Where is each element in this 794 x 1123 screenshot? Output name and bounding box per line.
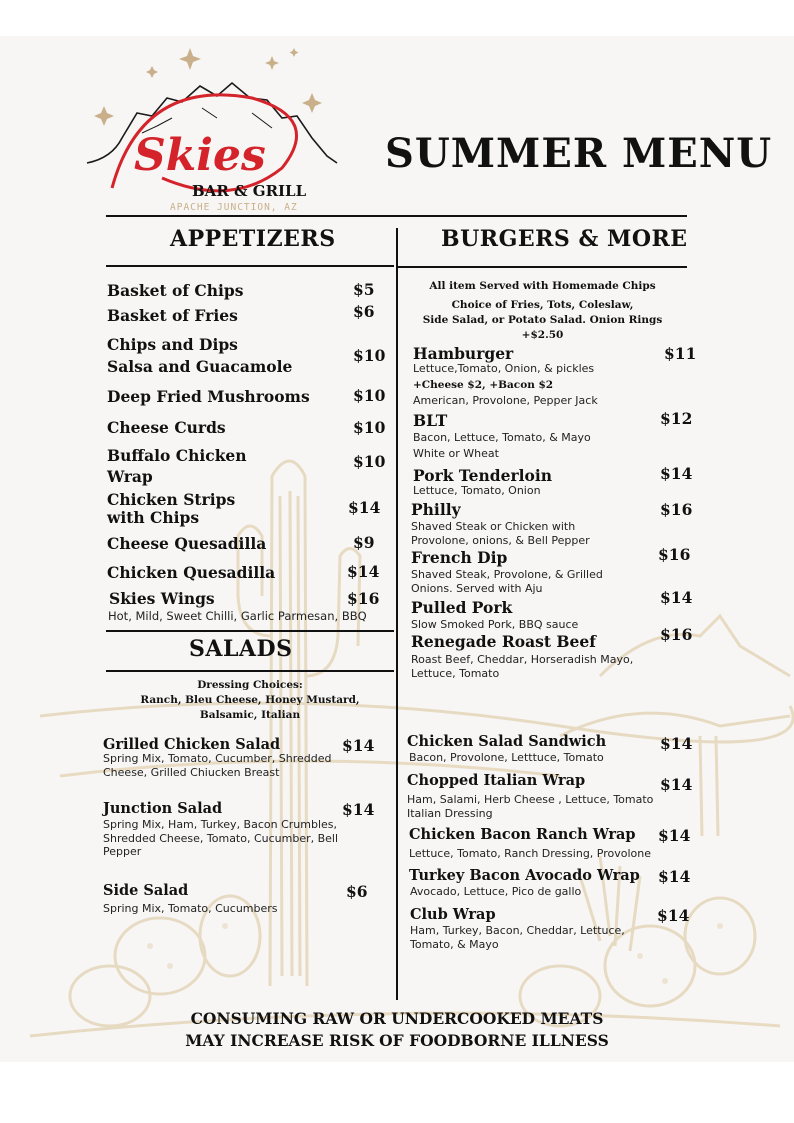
appetizer-name: Deep Fried Mushrooms <box>107 387 310 406</box>
burgers-heading: BURGERS & MORE <box>441 226 688 252</box>
wrap-description: Ham, Turkey, Bacon, Cheddar, Lettuce, Tomato, & Mayo <box>410 924 625 951</box>
burger-addons: +Cheese $2, +Bacon $2 <box>413 379 554 391</box>
wrap-description: Avocado, Lettuce, Pico de gallo <box>410 885 582 898</box>
burger-price: $16 <box>660 500 693 519</box>
wrap-price: $14 <box>660 775 693 794</box>
salad-name: Side Salad <box>103 882 189 899</box>
wrap-name: Chicken Salad Sandwich <box>407 733 607 750</box>
salads-top-divider <box>106 630 394 632</box>
wrap-description: Ham, Salami, Herb Cheese , Lettuce, Tomato Italian Dressing <box>407 793 654 820</box>
wrap-name: Chicken Bacon Ranch Wrap <box>409 826 636 843</box>
appetizers-heading: APPETIZERS <box>170 226 336 252</box>
wrap-description: Bacon, Provolone, Letttuce, Tomato <box>409 751 604 764</box>
burgers-sides-note: Choice of Fries, Tots, Coleslaw, Side Salad, or Potato Salad. Onion Rings +$2.50 <box>422 299 663 341</box>
burger-description: Shaved Steak, Provolone, & Grilled Onions. Served with Aju <box>411 568 603 595</box>
logo-subtitle: BAR & GRILL <box>192 182 307 200</box>
bread-options: White or Wheat <box>413 447 499 460</box>
burger-name: Pork Tenderloin <box>413 466 553 485</box>
appetizer-price: $10 <box>353 418 386 437</box>
burger-description: Lettuce,Tomato, Onion, & pickles <box>413 362 595 375</box>
salad-price: $14 <box>342 736 375 755</box>
burger-description: Roast Beef, Cheddar, Horseradish Mayo, Lettuce, Tomato <box>411 653 634 680</box>
wrap-description: Lettuce, Tomato, Ranch Dressing, Provolone <box>409 847 652 860</box>
burger-description: Shaved Steak or Chicken with Provolone, onions, & Bell Pepper <box>411 520 590 547</box>
appetizer-name: Cheese Curds <box>107 418 226 437</box>
salad-name: Grilled Chicken Salad <box>103 736 281 753</box>
logo <box>82 38 342 218</box>
salad-description: Spring Mix, Ham, Turkey, Bacon Crumbles, Shredded Cheese, Tomato, Cucumber, Bell Pepper <box>103 818 339 858</box>
burger-price: $14 <box>660 588 693 607</box>
burger-name: BLT <box>413 411 448 430</box>
salad-description: Spring Mix, Tomato, Cucumber, Shredded Cheese, Grilled Chiucken Breast <box>103 752 332 779</box>
logo-script: Skies <box>134 130 266 181</box>
top-divider <box>106 215 687 217</box>
wrap-price: $14 <box>657 906 690 925</box>
appetizer-name: Buffalo Chicken Wrap <box>107 446 247 486</box>
wrap-price: $14 <box>658 826 691 845</box>
burgers-note: All item Served with Homemade Chips <box>429 280 656 292</box>
appetizer-name: Chips and Dips Salsa and Guacamole <box>107 335 293 376</box>
appetizer-name: Chicken Strips with Chips <box>107 490 236 527</box>
appetizer-description: Hot, Mild, Sweet Chilli, Garlic Parmesan, BBQ <box>108 609 367 623</box>
burger-price: $16 <box>658 545 691 564</box>
appetizer-price: $5 <box>353 280 375 299</box>
appetizer-name: Basket of Fries <box>107 306 238 325</box>
dressing-note: Dressing Choices: Ranch, Bleu Cheese, Honey Mustard, Balsamic, Italian <box>140 679 360 721</box>
appetizer-price: $10 <box>353 452 386 471</box>
wrap-name: Turkey Bacon Avocado Wrap <box>409 867 640 884</box>
burger-cheese-options: American, Provolone, Pepper Jack <box>413 394 598 407</box>
appetizer-name: Skies Wings <box>109 589 215 608</box>
wrap-name: Club Wrap <box>410 906 496 923</box>
salads-heading: SALADS <box>189 636 293 662</box>
salad-name: Junction Salad <box>103 800 223 817</box>
burger-price: $14 <box>660 464 693 483</box>
salads-divider <box>106 670 394 672</box>
burger-name: Philly <box>411 500 461 519</box>
burger-price: $12 <box>660 409 693 428</box>
burger-description: Bacon, Lettuce, Tomato, & Mayo <box>413 431 591 444</box>
burger-name: French Dip <box>411 548 508 567</box>
salad-price: $6 <box>346 882 368 901</box>
appetizer-price: $6 <box>353 302 375 321</box>
footer-warning-line2: MAY INCREASE RISK OF FOODBORNE ILLNESS <box>185 1031 609 1050</box>
appetizers-divider <box>106 265 394 267</box>
appetizer-price: $10 <box>353 386 386 405</box>
wrap-price: $14 <box>660 734 693 753</box>
menu-title: SUMMER MENU <box>385 130 773 177</box>
burger-description: Lettuce, Tomato, Onion <box>413 484 541 497</box>
burgers-divider <box>398 266 687 268</box>
footer-warning-line1: CONSUMING RAW OR UNDERCOOKED MEATS <box>190 1009 604 1028</box>
appetizer-name: Chicken Quesadilla <box>107 563 276 582</box>
appetizer-price: $14 <box>348 498 381 517</box>
burger-name: Renegade Roast Beef <box>411 632 596 651</box>
salad-price: $14 <box>342 800 375 819</box>
wrap-price: $14 <box>658 867 691 886</box>
appetizer-name: Basket of Chips <box>107 281 244 300</box>
appetizer-price: $9 <box>353 533 375 552</box>
column-divider <box>396 228 398 1000</box>
burger-description: Slow Smoked Pork, BBQ sauce <box>411 618 579 631</box>
burger-price: $16 <box>660 625 693 644</box>
appetizer-price: $14 <box>347 562 380 581</box>
menu-page <box>0 36 794 1062</box>
burger-price: $11 <box>664 344 697 363</box>
wrap-name: Chopped Italian Wrap <box>407 772 586 789</box>
appetizer-name: Cheese Quesadilla <box>107 534 267 553</box>
burger-name: Pulled Pork <box>411 598 513 617</box>
logo-location: APACHE JUNCTION, AZ <box>170 202 298 213</box>
appetizer-price: $10 <box>353 346 386 365</box>
burger-name: Hamburger <box>413 344 514 363</box>
salad-description: Spring Mix, Tomato, Cucumbers <box>103 902 278 915</box>
appetizer-price: $16 <box>347 589 380 608</box>
